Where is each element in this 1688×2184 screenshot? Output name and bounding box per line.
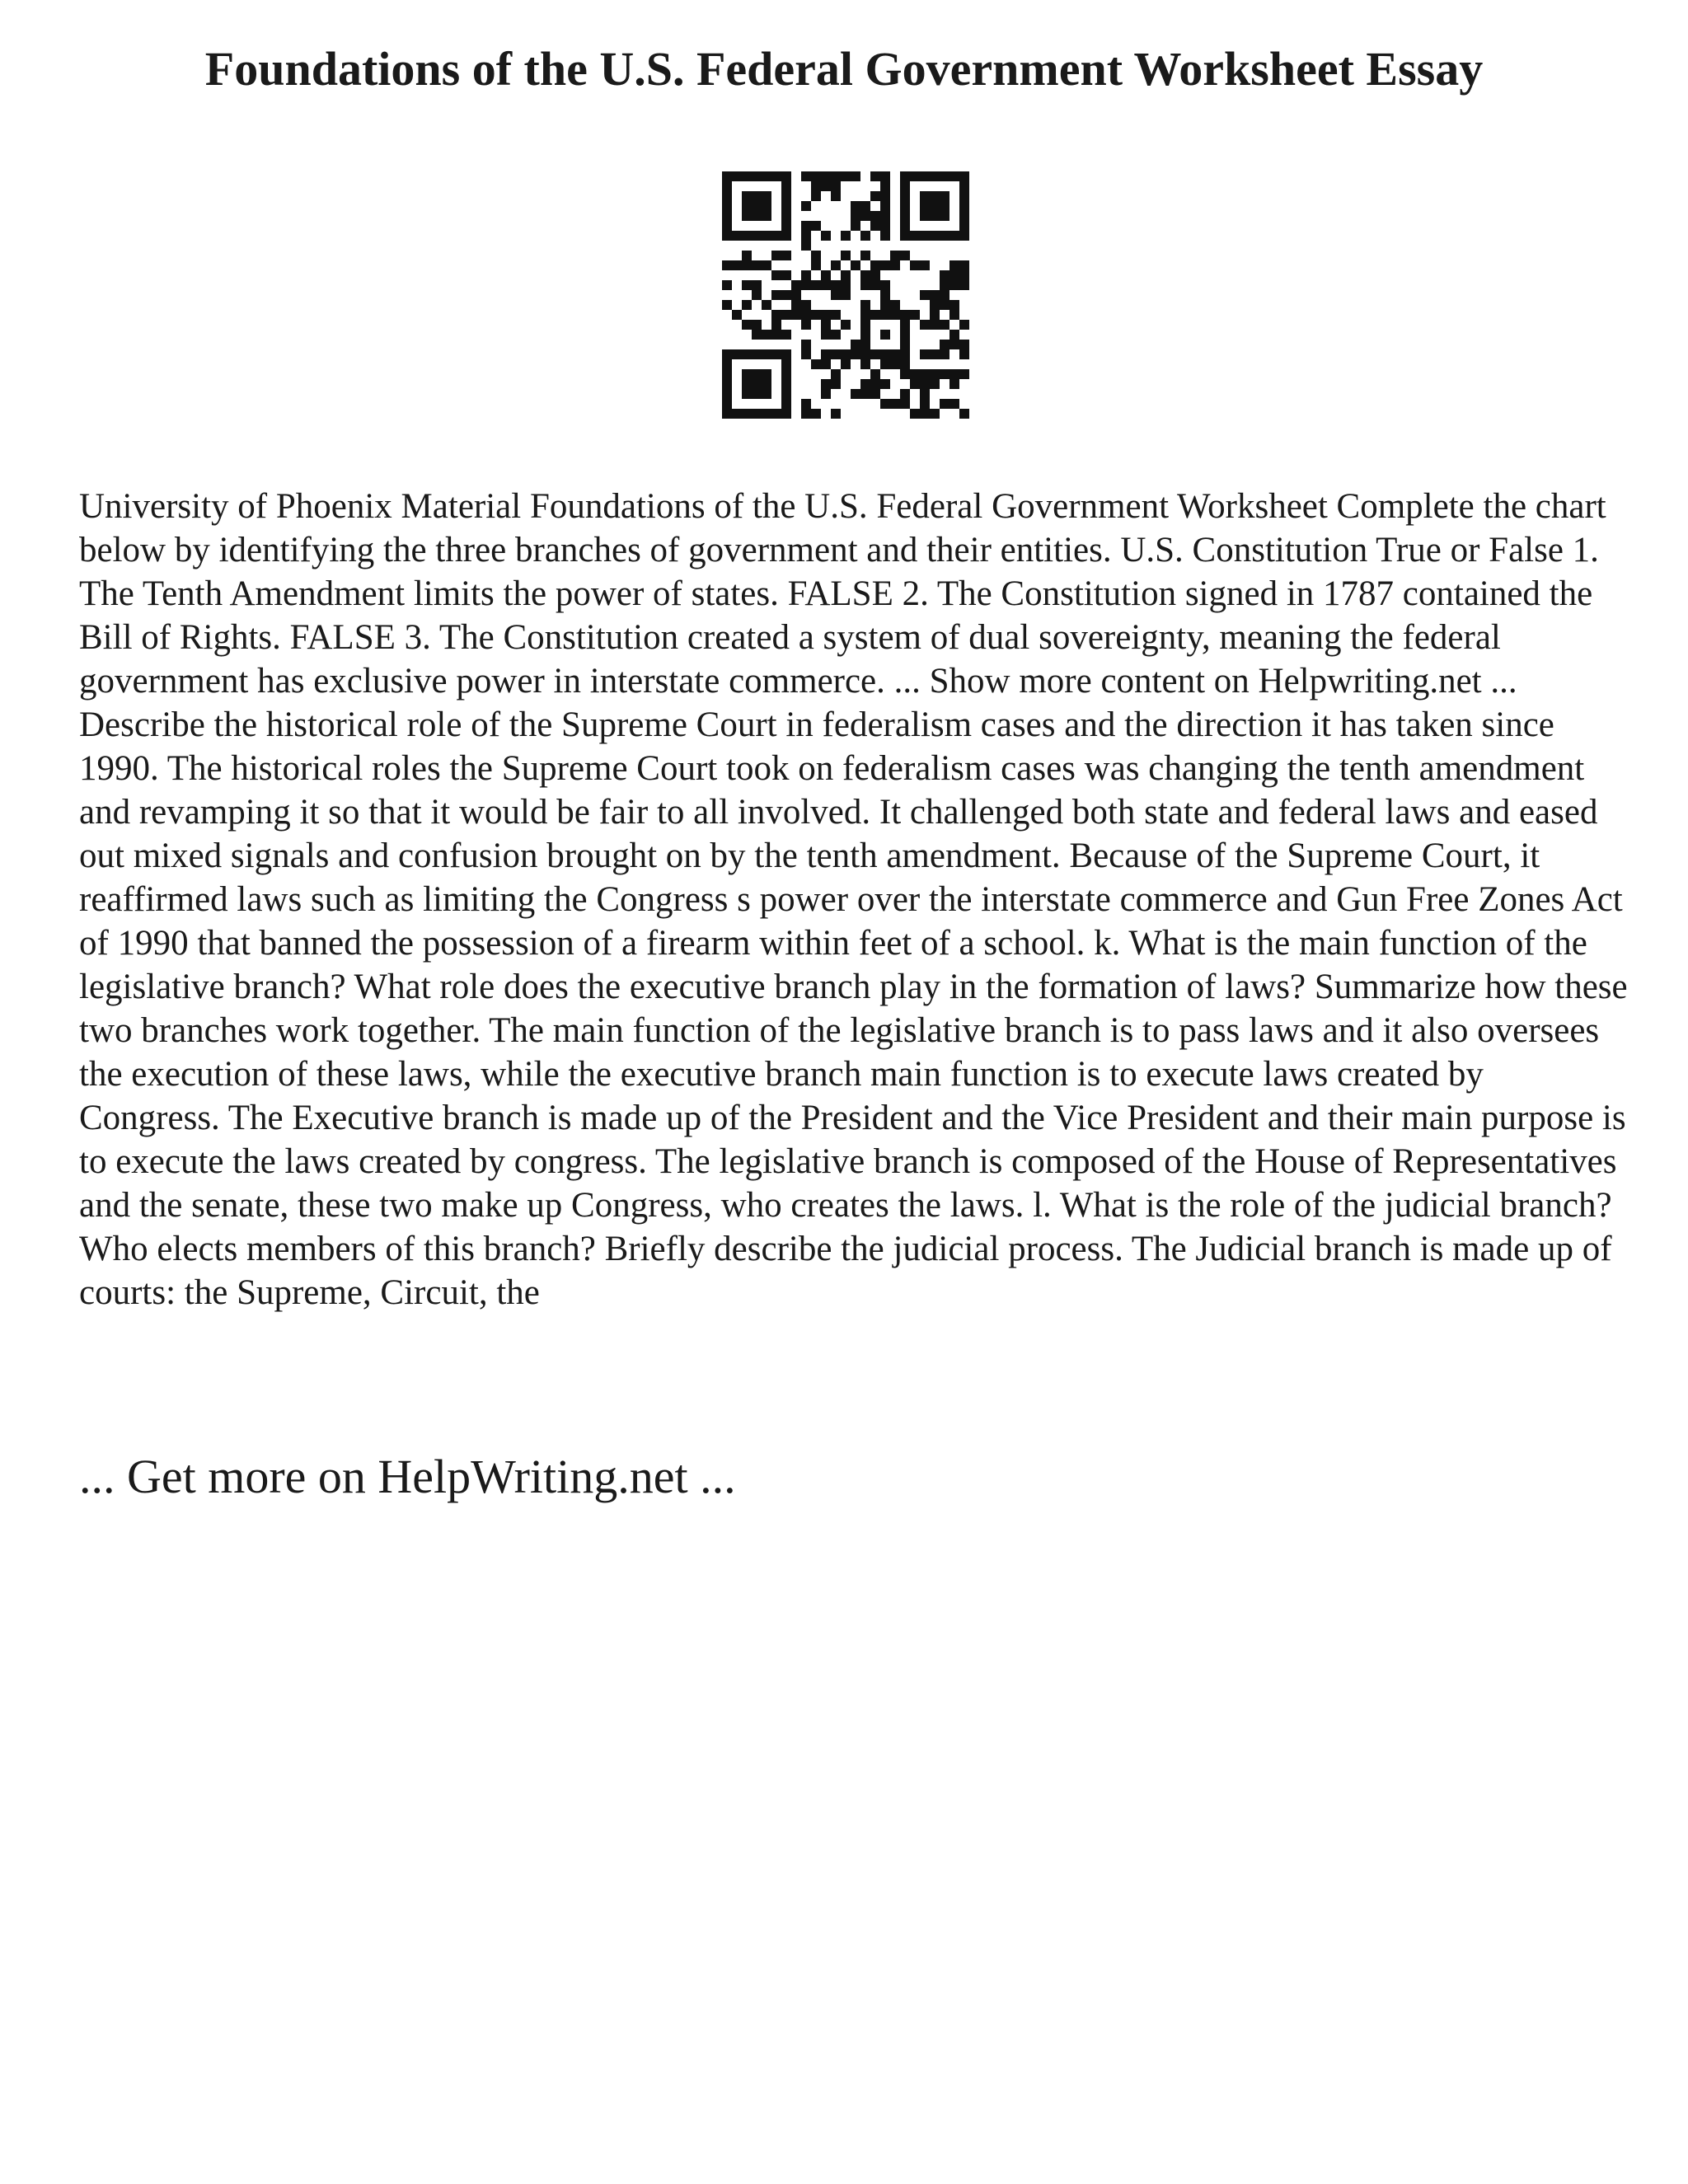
qr-code-icon (722, 171, 969, 419)
essay-paragraph-1: University of Phoenix Material Foundations of the U.S. Federal Government Worksheet Complete the chart below by identifying the three branches of government and their entities. U.S. Constitution True or False 1. The Tenth Amendment limits the power of states. FALSE 2. The Constitution signed in 1787 contained the Bill of Rights. FALSE 3. The Constitution created a system of dual sovereignty, meaning the federal government has exclusive power in interstate commerce. ... Show more content on Helpwriting.net ... (79, 487, 1606, 701)
essay-paragraph-2: Describe the historical role of the Supreme Court in federalism cases and the direction it has taken since 1990. The historical roles the Supreme Court took on federalism cases was changing the tenth amendment and revamping it so that it would be fair to all involved. It challenged both state and federal laws and eased out mixed signals and confusion brought on by the tenth amendment. Because of the Supreme Court, it reaffirmed laws such as limiting the Congress s power over the interstate commerce and Gun Free Zones Act of 1990 that banned the possession of a firearm within feet of a school. k. What is the main function of the legislative branch? What role does the executive branch play in the formation of laws? Summarize how these two branches work together. The main function of the legislative branch is to pass laws and it also oversees the execution of these laws, while the executive branch main function is to execute laws created by Congress. The Executive branch is made up of the President and the Vice President and their main purpose is to execute the laws created by congress. The legislative branch is composed of the House of Representatives and the senate, these two make up Congress, who creates the laws. l. What is the role of the judicial branch? Who elects members of this branch? Briefly describe the judicial process. The Judicial branch is made up of courts: the Supreme, Circuit, the (79, 705, 1628, 1312)
get-more-link[interactable]: ... Get more on HelpWriting.net ... (79, 1450, 736, 1503)
document-title: Foundations of the U.S. Federal Government Worksheet Essay (204, 42, 1484, 96)
essay-body (79, 485, 1629, 1315)
